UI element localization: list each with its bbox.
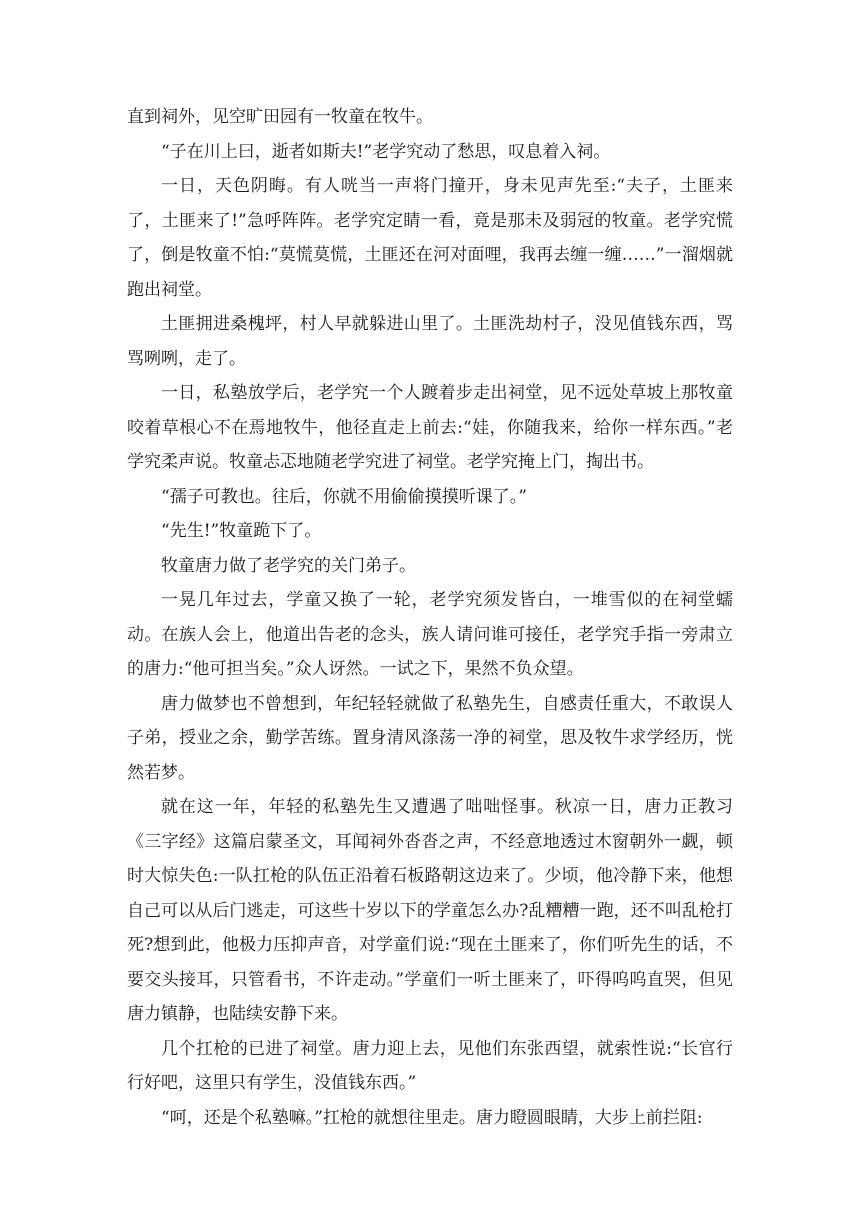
- paragraph-13: “呵，还是个私塾嘛。”扛枪的就想往里走。唐力瞪圆眼睛，大步上前拦阻:: [161, 1107, 703, 1128]
- paragraph-8: 牧童唐力做了老学究的关门弟子。: [161, 555, 416, 576]
- paragraph-11: 就在这一年，年轻的私塾先生又遭遇了咄咄怪事。秋凉一日，唐力正教习《三字经》这篇启蒙圣文，耳闻祠外沓沓之声，不经意地透过木窗朝外一觑，顿时大惊失色:一队扛枪的队伍正沿着石板路朝这边来了。少顷，他冷静下来，他想自己可以从后门逃走，可这些十岁以下的学童怎么办?乱糟糟一跑，还不叫乱枪打死?想到此，他极力压抑声音，对学童们说:“现在土匪来了，你们听先生的话，不要交头接耳，只管看书，不许走动。”学童们一听土匪来了，吓得呜呜直哭，但见唐力镇静，也陆续安静下来。: [127, 797, 733, 1024]
- story-text: [127, 100, 733, 1135]
- paragraph-4: 土匪拥进桑槐坪，村人早就躲进山里了。土匪洗劫村子，没见值钱东西，骂骂咧咧，走了。: [127, 314, 733, 369]
- paragraph-5: 一日，私塾放学后，老学究一个人踱着步走出祠堂，见不远处草坡上那牧童咬着草根心不在焉地牧牛，他径直走上前去:“娃，你随我来，给你一样东西。”老学究柔声说。牧童忐忑地随老学究进了祠堂。老学究掩上门，掏出书。: [127, 383, 733, 472]
- paragraph-9: 一晃几年过去，学童又换了一轮，老学究须发皆白，一堆雪似的在祠堂蠕动。在族人会上，他道出告老的念头，族人请问谁可接任，老学究手指一旁肃立的唐力:“他可担当矣。”众人讶然。一试之下，果然不负众望。: [127, 590, 733, 679]
- paragraph-6: “孺子可教也。往后，你就不用偷偷摸摸听课了。”: [161, 486, 527, 507]
- paragraph-7: “先生!”牧童跪下了。: [161, 521, 322, 541]
- paragraph-12: 几个扛枪的已进了祠堂。唐力迎上去，见他们东张西望，就索性说:“长官行行好吧，这里只有学生，没值钱东西。”: [127, 1038, 733, 1093]
- paragraph-1: 直到祠外，见空旷田园有一牧童在牧牛。: [127, 107, 433, 127]
- paragraph-2: “子在川上曰，逝者如斯夫!”老学究动了愁思，叹息着入祠。: [161, 141, 611, 162]
- paragraph-3: 一日，天色阴晦。有人咣当一声将门撞开，身未见声先至:“夫子，土匪来了，土匪来了!”急呼阵阵。老学究定睛一看，竟是那未及弱冠的牧童。老学究慌了，倒是牧童不怕:“莫慌莫慌，土匪还在河对面哩，我再去缠一缠……”一溜烟就跑出祠堂。: [127, 176, 733, 300]
- paragraph-10: 唐力做梦也不曾想到，年纪轻轻就做了私塾先生，自感责任重大，不敢误人子弟，授业之余，勤学苦练。置身清风涤荡一净的祠堂，思及牧牛求学经历，恍然若梦。: [127, 693, 733, 783]
